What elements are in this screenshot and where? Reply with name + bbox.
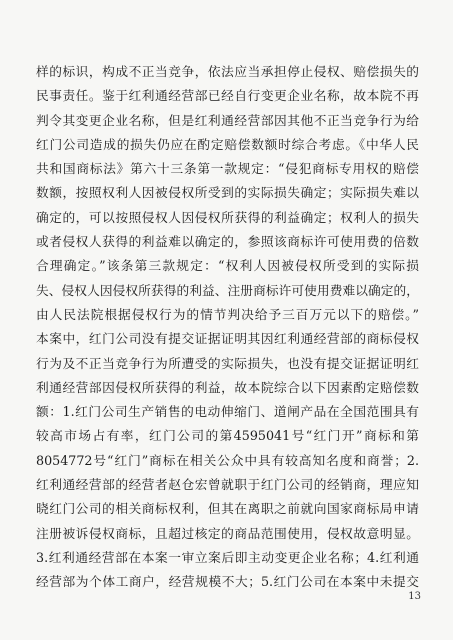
text-line: 失、侵权人因侵权所获得的利益、注册商标许可使用费难以确定的， <box>36 282 419 298</box>
text-line: 本案中，红门公司没有提交证据证明其因红利通经营部的商标侵权 <box>36 331 419 347</box>
text-line: 样的标识，构成不正当竞争，依法应当承担停止侵权、赔偿损失的 <box>36 64 419 79</box>
text-line: 或者侵权人获得的利益难以确定的，参照该商标许可使用费的倍数 <box>36 234 419 250</box>
text-line: 较高市场占有率，红门公司的第4595041号“红门开”商标和第 <box>36 428 419 444</box>
text-line: 红门公司造成的损失仍应在酌定赔偿数额时综合考虑。《中华人民 <box>36 136 419 152</box>
text-line: 行为及不正当竞争行为所遭受的实际损失，也没有提交证据证明红 <box>36 355 419 371</box>
text-line: 额：1.红门公司生产销售的电动伸缩门、道闸产品在全国范围具有 <box>36 404 419 420</box>
text-line: 确定的，可以按照侵权人因侵权所获得的利益确定；权利人的损失 <box>36 209 419 225</box>
text-line: 利通经营部因侵权所获得的利益，故本院综合以下因素酌定赔偿数 <box>36 379 419 395</box>
text-line: 经营部为个体工商户，经营规模不大；5.红门公司在本案中未提交 <box>36 574 419 590</box>
text-line: 由人民法院根据侵权行为的情节判决给予三百万元以下的赔偿。” <box>36 306 419 322</box>
text-line: 共和国商标法》第六十三条第一款规定：“侵犯商标专用权的赔偿 <box>36 161 419 177</box>
judgment-text <box>36 60 419 595</box>
text-line: 数额，按照权利人因被侵权所受到的实际损失确定；实际损失难以 <box>36 185 419 201</box>
text-line: 民事责任。鉴于红利通经营部已经自行变更企业名称，故本院不再 <box>36 88 419 104</box>
text-line: 合理确定。”该条第三款规定：“权利人因被侵权所受到的实际损 <box>36 258 419 274</box>
text-line: 晓红门公司的相关商标权利，但其在离职之前就向国家商标局申请 <box>36 501 419 517</box>
text-line: 3.红利通经营部在本案一审立案后即主动变更企业名称；4.红利通 <box>36 549 419 565</box>
text-line: 判令其变更企业名称，但是红利通经营部因其他不正当竞争行为给 <box>36 112 419 128</box>
page-number: 13 <box>408 591 421 602</box>
text-line: 红利通经营部的经营者赵仓宏曾就职于红门公司的经销商，理应知 <box>36 477 419 493</box>
text-line: 8054772号“红门”商标在相关公众中具有较高知名度和商誉；2. <box>36 452 419 468</box>
text-line: 注册被诉侵权商标，且超过核定的商品范围使用，侵权故意明显。 <box>36 525 419 541</box>
